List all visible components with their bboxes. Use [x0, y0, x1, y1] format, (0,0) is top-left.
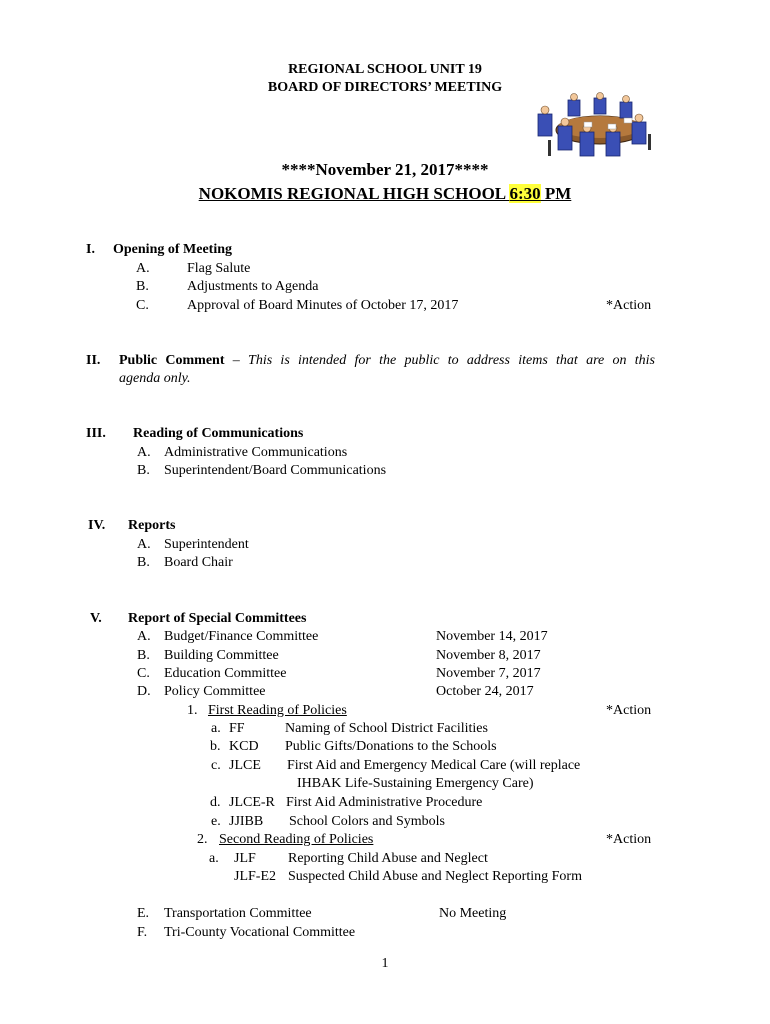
policy-letter: c. [211, 758, 221, 773]
section-number: II. [86, 353, 101, 368]
policy-title: First Aid and Emergency Medical Care (will replace [287, 758, 581, 773]
dash: – [224, 353, 249, 368]
org-name: REGIONAL SCHOOL UNIT 19 [288, 62, 482, 77]
item-letter: A. [137, 445, 151, 460]
public-comment-desc: This is intended for the public to address items that are on this [248, 353, 656, 368]
policy-code: JJIBB [229, 814, 264, 829]
item-letter: B. [137, 555, 150, 570]
item-text: Adjustments to Agenda [187, 279, 319, 294]
section-title: Reports [128, 518, 176, 533]
item-letter: E. [137, 906, 150, 921]
item-text: Superintendent [164, 537, 249, 552]
committee-date: No Meeting [439, 906, 507, 921]
policy-code: JLCE-R [229, 795, 275, 810]
section-title: Reading of Communications [133, 426, 304, 441]
policy-title: Reporting Child Abuse and Neglect [288, 851, 488, 866]
committee-date: November 14, 2017 [436, 629, 548, 644]
board-meeting-clipart-icon [528, 92, 656, 162]
policy-title: Naming of School District Facilities [285, 721, 488, 736]
first-reading-title: First Reading of Policies [208, 703, 347, 718]
item-letter: B. [137, 463, 150, 478]
section-number: IV. [88, 518, 106, 533]
item-text: Administrative Communications [164, 445, 348, 460]
public-comment-desc-cont: agenda only. [119, 371, 191, 386]
subitem-number: 2. [197, 832, 208, 847]
policy-title-cont: IHBAK Life-Sustaining Emergency Care) [297, 776, 534, 791]
policy-code: FF [229, 721, 245, 736]
policy-letter: e. [211, 814, 221, 829]
section-title: Opening of Meeting [113, 242, 232, 257]
item-letter: C. [136, 298, 149, 313]
committee-name: Education Committee [164, 666, 287, 681]
subitem-number: 1. [187, 703, 198, 718]
committee-name: Policy Committee [164, 684, 266, 699]
item-text: Flag Salute [187, 261, 251, 276]
location-line [0, 184, 770, 204]
page-number: 1 [381, 956, 389, 971]
meeting-date: ****November 21, 2017**** [281, 160, 489, 179]
time-suffix: PM [540, 184, 572, 203]
action-tag: *Action [606, 703, 652, 718]
meeting-time: 6:30 [509, 184, 541, 203]
section-title: Report of Special Committees [128, 611, 307, 626]
public-comment-line [119, 353, 655, 369]
item-letter: F. [137, 925, 148, 940]
section-number: V. [90, 611, 102, 626]
section-number: I. [86, 242, 95, 257]
section-number: III. [86, 426, 106, 441]
policy-code: KCD [229, 739, 259, 754]
item-letter: B. [136, 279, 149, 294]
location-text: NOKOMIS REGIONAL HIGH SCHOOL [198, 184, 510, 203]
item-letter: C. [137, 666, 150, 681]
policy-code: JLF-E2 [234, 869, 276, 884]
section-title: Public Comment [119, 353, 225, 368]
policy-title: Public Gifts/Donations to the Schools [285, 739, 497, 754]
policy-letter: b. [210, 739, 221, 754]
committee-name: Budget/Finance Committee [164, 629, 319, 644]
item-text: Board Chair [164, 555, 233, 570]
policy-letter: a. [211, 721, 221, 736]
item-letter: A. [136, 261, 150, 276]
action-tag: *Action [606, 832, 652, 847]
item-text: Approval of Board Minutes of October 17, 2017 [187, 298, 459, 313]
item-letter: A. [137, 629, 151, 644]
policy-title: First Aid Administrative Procedure [286, 795, 483, 810]
item-letter: B. [137, 648, 150, 663]
policy-code: JLCE [229, 758, 261, 773]
meeting-title: BOARD OF DIRECTORS’ MEETING [267, 80, 503, 95]
policy-title: School Colors and Symbols [289, 814, 445, 829]
committee-name: Transportation Committee [164, 906, 312, 921]
item-letter: D. [137, 684, 151, 699]
policy-letter: a. [209, 851, 219, 866]
policy-letter: d. [210, 795, 221, 810]
item-letter: A. [137, 537, 151, 552]
committee-date: November 7, 2017 [436, 666, 541, 681]
second-reading-title: Second Reading of Policies [219, 832, 374, 847]
policy-title: Suspected Child Abuse and Neglect Reporting Form [288, 869, 582, 884]
item-text: Superintendent/Board Communications [164, 463, 387, 478]
committee-name: Building Committee [164, 648, 279, 663]
action-tag: *Action [606, 298, 652, 313]
committee-date: October 24, 2017 [436, 684, 534, 699]
committee-name: Tri-County Vocational Committee [164, 925, 356, 940]
policy-code: JLF [234, 851, 256, 866]
committee-date: November 8, 2017 [436, 648, 541, 663]
